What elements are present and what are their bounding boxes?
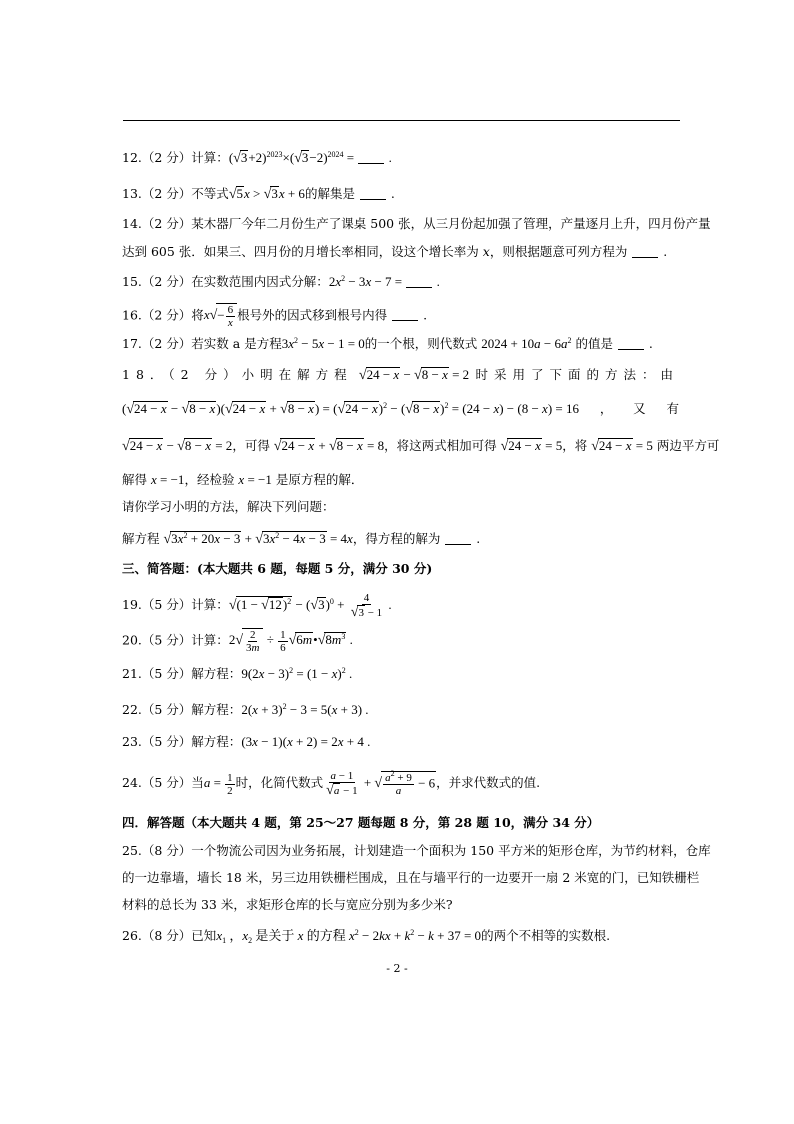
question-16: 16.（2 分）将x√− $\frac{6}{x}$ 根号外的因式移到根号内得 . xyxy=(122,304,428,329)
question-19-expr: $√(1 - √12)^2 - (√3)^0$ + $\frac{4}{√3 - 1}$ . xyxy=(228,592,392,620)
question-13-expr: √5x > √3x + 6 xyxy=(228,186,305,202)
question-18-line-4: 解得 x = −1，经检验 x = −1 是原方程的解． xyxy=(122,472,364,487)
question-23-expr: (3x − 1)(x + 2) = 2x + 4 . xyxy=(241,734,371,749)
question-24-expr: a = $\frac{1}{2}$ xyxy=(203,771,233,797)
question-23-label: 23.（5 分）解方程： xyxy=(122,734,242,749)
question-18-tail-1: 时采用了下面的方法：由 xyxy=(475,367,679,382)
question-13: 13.（2 分）不等式√5x > √3x + 6的解集是 . xyxy=(122,186,395,202)
question-12-expr: $(√3+2)^{2023}\times(√3-2)^{2024}$ = . xyxy=(228,150,392,166)
question-16-expr: x√− $\frac{6}{x}$ xyxy=(204,307,237,322)
question-18-expr-2: $(√24 - x - √8 - x)(√24 - x + √8 - x) = (√24 - x)^2 - (√8 - x)^2 = (24 - x) - (8 - x) = 16$ xyxy=(122,401,579,417)
question-18-line-2: $(√24 - x - √8 - x)(√24 - x + √8 - x) = (√24 - x)^2 - (√8 - x)^2 = (24 - x) - (8 - x) = 16$ ， 又 有 xyxy=(122,401,679,417)
question-15-expr: $2x^2 - 3x - 7$ = . xyxy=(328,274,440,289)
question-22-expr: $2(x + 3)^2 - 3 = 5(x + 3)$ . xyxy=(241,702,369,717)
question-18-line-6: 解方程 $√3x^2 + 20x - 3 + √3x^2 - 4x - 3 = 4x$，得方程的解为 . xyxy=(122,531,481,547)
answer-blank xyxy=(618,348,644,350)
answer-blank xyxy=(392,319,418,321)
answer-blank xyxy=(632,256,658,258)
answer-blank xyxy=(445,543,471,545)
question-25-line-3: 材料的总长为 33 米，求矩形仓库的长与宽应分别为多少米? xyxy=(122,897,453,912)
question-20-label: 20.（5 分）计算： xyxy=(122,632,229,648)
question-12 xyxy=(122,150,392,167)
question-16-label: 16.（2 分）将 xyxy=(122,307,204,323)
page-number: - 2 - xyxy=(386,962,408,975)
question-13-label: 13.（2 分）不等式 xyxy=(122,186,229,201)
question-17: 17.（2 分）若实数 a 是方程$3x^2 - 5x - 1 = 0$的一个根，则代数式 $2024 + 10a - 6a^2$ 的值是 . xyxy=(122,336,653,351)
question-24-tail: ，并求代数式的值. xyxy=(436,774,541,790)
question-24-label: 24.（5 分）当 xyxy=(122,774,204,790)
question-21 xyxy=(122,666,352,682)
section-4-heading: 四．解答题（本大题共 4 题，第 25～27 题每题 8 分，第 28 题 10，满分 34 分） xyxy=(122,815,600,830)
question-22-label: 22.（5 分）解方程： xyxy=(122,702,242,717)
question-19-label: 19.（5 分）计算： xyxy=(122,596,229,612)
question-18-line-1 xyxy=(122,367,679,384)
question-17-expr: $3x^2 - 5x - 1 = 0$ xyxy=(281,336,365,351)
answer-blank xyxy=(360,198,386,200)
question-26 xyxy=(122,928,610,944)
question-14-line-2: 达到 605 张．如果三、四月份的月增长率相同，设这个增长率为 x，则根据题意可列方程为 . xyxy=(122,244,668,259)
question-20 xyxy=(122,628,353,654)
question-20-expr: 2√ $\frac{2}{3m}$ ÷ $\frac{1}{6}$ $√6m•√8m^3$ . xyxy=(228,629,353,654)
question-21-label: 21.（5 分）解方程： xyxy=(122,666,242,681)
question-19 xyxy=(122,592,392,620)
question-22 xyxy=(122,702,369,718)
question-24: 24.（5 分）当a = $\frac{1}{2}$ 时，化简代数式 $\frac{a - 1}{√a - 1}$ + √ $\frac{a^2 + 9}{a}$ − 6，并求代数式的值. xyxy=(122,768,541,798)
question-15 xyxy=(122,274,440,290)
question-26-expr: $x_1$ ，$x_2$ 是关于 x 的方程 $x^2 - 2kx + k^2 - k + 37 = 0$ xyxy=(216,928,482,945)
question-23 xyxy=(122,734,370,750)
section-3-heading: 三、简答题：(本大题共 6 题，每题 5 分，满分 30 分) xyxy=(122,561,433,576)
question-18-label: 18．（2 分）小明在解方程 xyxy=(122,367,353,382)
question-25-line-1: 25.（8 分）一个物流公司因为业务拓展，计划建造一个面积为 150 平方米的矩形仓库，为节约材料，仓库 xyxy=(122,843,711,858)
header-rule xyxy=(123,120,680,121)
question-12-label: 12.（2 分）计算： xyxy=(122,150,229,165)
answer-blank xyxy=(358,162,384,164)
question-26-tail: 的两个不相等的实数根. xyxy=(481,928,611,943)
question-18-line-5: 请你学习小明的方法，解决下列问题： xyxy=(122,499,335,514)
question-18-expr-1: √24 − x − √8 − x = 2 xyxy=(358,367,470,383)
question-21-expr: $9(2x - 3)^2 = (1 - x)^2$ . xyxy=(241,666,353,681)
question-25-line-2: 的一边靠墙，墙长 18 米，另三边用铁栅栏围成，且在与墙平行的一边要开一扇 2 米宽的门，已知铁栅栏 xyxy=(122,870,700,885)
question-17-label: 17.（2 分）若实数 a 是方程 xyxy=(122,336,282,351)
question-15-label: 15.（2 分）在实数范围内因式分解： xyxy=(122,274,329,289)
answer-blank xyxy=(406,286,432,288)
question-18-line-3: √24 − x − √8 − x = 2，可得 √24 − x + √8 − x = 8，将这两式相加可得 √24 − x = 5，将 √24 − x = 5 两边平方可 xyxy=(122,438,720,454)
question-14-line-1: 14.（2 分）某木器厂今年二月份生产了课桌 500 张，从三月份起加强了管理，产量逐月上升，四月份产量 xyxy=(122,216,711,231)
question-26-label: 26.（8 分）已知 xyxy=(122,928,217,943)
